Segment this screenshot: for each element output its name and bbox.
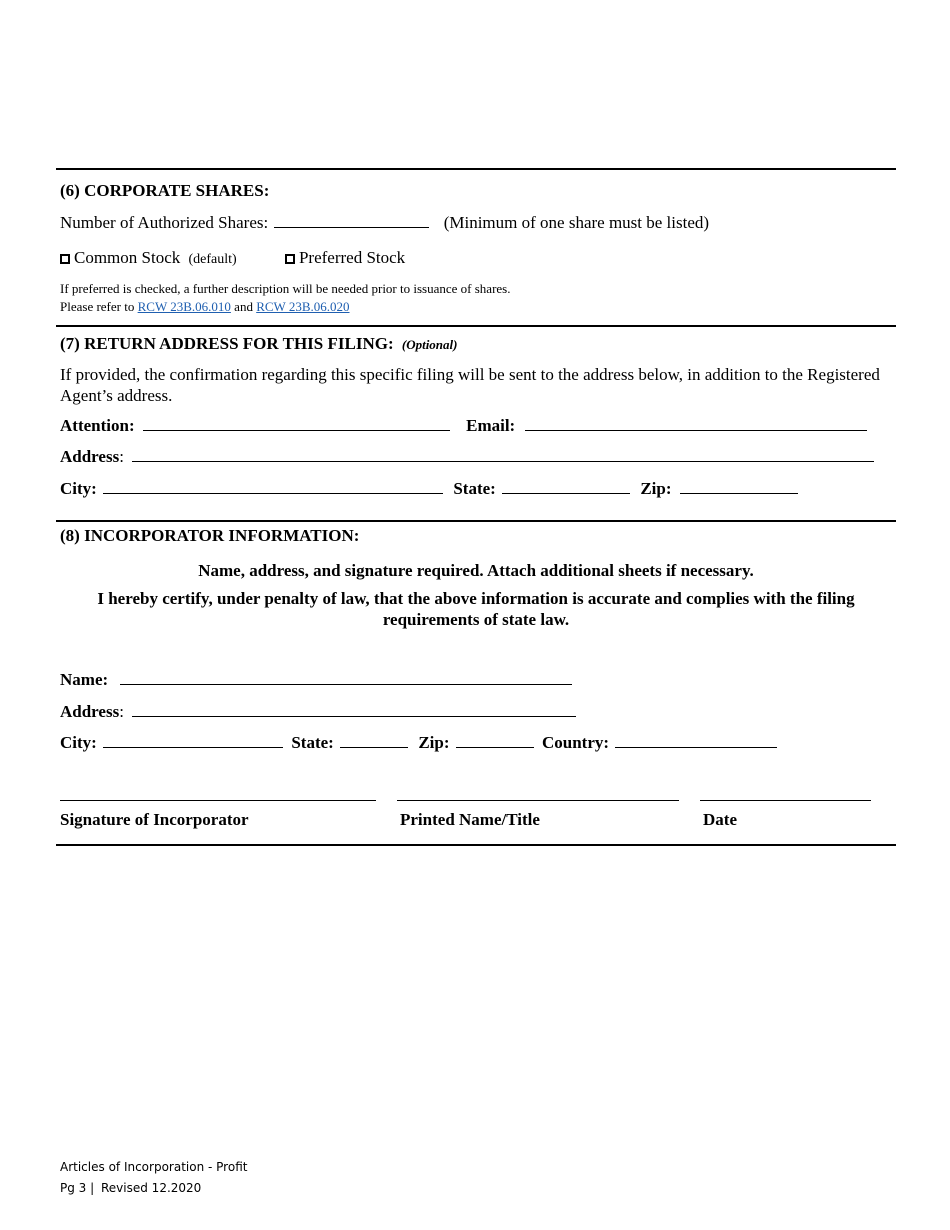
email-label: Email: — [466, 416, 516, 435]
attention-label: Attention: — [60, 416, 135, 435]
preferred-stock-checkbox[interactable] — [285, 254, 295, 264]
incorporator-country-label: Country: — [542, 733, 610, 752]
section7-desc-line1: If provided, the confirmation regarding this specific filing will be sent to the address below, in addition to the Registered — [60, 365, 880, 384]
incorporator-zip-label: Zip: — [418, 733, 450, 752]
return-address-row: Address: — [60, 447, 874, 467]
incorporator-address-label: Address — [60, 702, 120, 721]
authorized-shares-label: Number of Authorized Shares: — [60, 213, 269, 232]
authorized-shares-input[interactable] — [274, 213, 429, 228]
section7-desc-line2: Agent’s address. — [60, 386, 173, 405]
common-stock-option[interactable] — [60, 248, 241, 267]
section-divider — [56, 844, 896, 846]
name-label: Name: — [60, 670, 109, 689]
section-divider — [56, 325, 896, 327]
common-stock-checkbox[interactable] — [60, 254, 70, 264]
required-note: Name, address, and signature required. Attach additional sheets if necessary. — [198, 561, 754, 580]
city-label: City: — [60, 479, 97, 498]
return-city-input[interactable] — [103, 479, 443, 494]
incorporator-city-input[interactable] — [103, 733, 283, 748]
attention-email-row — [60, 416, 867, 436]
incorporator-name-input[interactable] — [120, 670, 572, 685]
footer-form-title: Articles of Incorporation - Profit — [60, 1160, 248, 1174]
footer-page-number: Pg 3 | — [60, 1181, 95, 1195]
section7-title: (7) RETURN ADDRESS FOR THIS FILING: — [60, 334, 394, 353]
stock-type-row — [60, 248, 405, 268]
attention-input[interactable] — [143, 416, 450, 431]
zip-label: Zip: — [640, 479, 672, 498]
return-city-row — [60, 479, 798, 499]
incorporator-city-label: City: — [60, 733, 97, 752]
printed-name-label: Printed Name/Title — [400, 810, 540, 829]
incorporator-state-input[interactable] — [340, 733, 408, 748]
date-label: Date — [703, 810, 737, 829]
section8-title: (8) INCORPORATOR INFORMATION: — [60, 526, 360, 545]
common-stock-label: Common Stock — [74, 248, 181, 267]
certify-line2: requirements of state law. — [382, 610, 570, 629]
preferred-note-line2 — [60, 299, 350, 315]
refer-and: and — [234, 299, 253, 314]
return-address-input[interactable] — [132, 447, 874, 462]
incorporator-country-input[interactable] — [615, 733, 777, 748]
signature-line[interactable] — [60, 800, 376, 801]
refer-prefix: Please refer to — [60, 299, 135, 314]
return-state-input[interactable] — [502, 479, 630, 494]
signature-label: Signature of Incorporator — [60, 810, 249, 829]
certify-line1: I hereby certify, under penalty of law, that the above information is accurate and complies with the filing — [97, 589, 855, 608]
preferred-stock-option[interactable] — [285, 248, 405, 267]
section6-title: (6) CORPORATE SHARES: — [60, 181, 270, 200]
incorporator-address-row: Address: — [60, 702, 576, 722]
authorized-shares-row — [60, 213, 709, 233]
footer-revised: Revised 12.2020 — [101, 1181, 202, 1195]
email-input[interactable] — [525, 416, 867, 431]
incorporator-name-row — [60, 670, 572, 690]
rcw-link-1[interactable]: RCW 23B.06.010 — [137, 299, 231, 314]
rcw-link-2[interactable]: RCW 23B.06.020 — [256, 299, 350, 314]
authorized-shares-note: (Minimum of one share must be listed) — [443, 213, 710, 232]
address-label: Address — [60, 447, 120, 466]
section-divider — [56, 520, 896, 522]
footer-page-info — [60, 1181, 201, 1195]
printed-name-line[interactable] — [397, 800, 679, 801]
incorporator-city-row — [60, 733, 777, 753]
common-stock-default: (default) — [188, 252, 237, 267]
section7-title-row — [60, 334, 457, 354]
incorporator-state-label: State: — [291, 733, 334, 752]
state-label: State: — [453, 479, 496, 498]
incorporator-zip-input[interactable] — [456, 733, 534, 748]
preferred-stock-label: Preferred Stock — [298, 248, 406, 267]
section7-optional: (Optional) — [401, 337, 458, 352]
section-divider — [56, 168, 896, 170]
preferred-note-line1: If preferred is checked, a further description will be needed prior to issuance of shares. — [60, 281, 511, 296]
date-line[interactable] — [700, 800, 871, 801]
return-zip-input[interactable] — [680, 479, 798, 494]
incorporator-address-input[interactable] — [132, 702, 576, 717]
